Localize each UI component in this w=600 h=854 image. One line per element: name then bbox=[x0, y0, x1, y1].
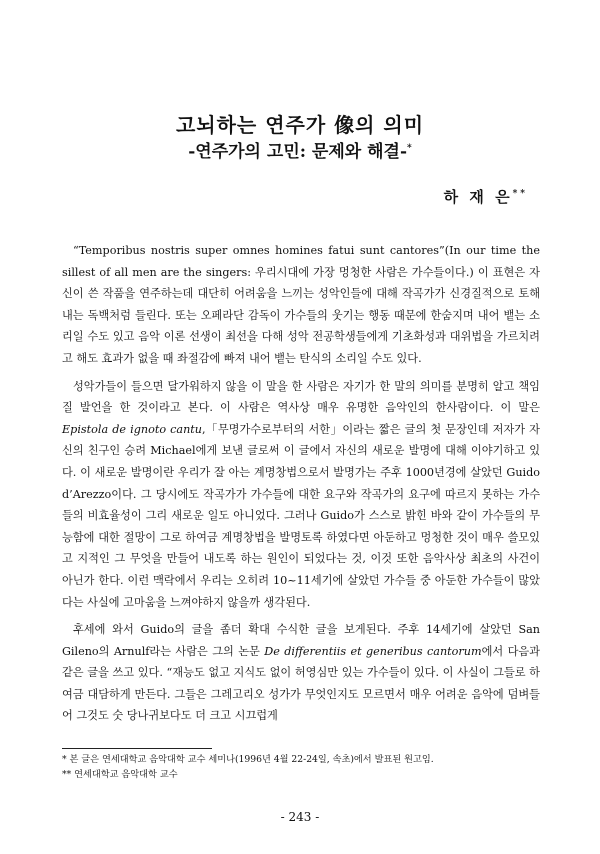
paragraph-1: “Temporibus nostris super omnes homines fatui sunt cantores”(In our time the sillest of all men are the singers: 우리시대에 가장 멍청한 사람은 가수들이다.) 이 표현은 자신이 쓴 작품을 연주하는데 대단히 어려움을 느끼는 성악인들에 대해 작곡가가 신경질적으로 토해내는 독백처럼 들린다. 또는 오페라단 감독이 가수들의 웃기는 행동 때문에 한숨지며 내어 뱉는 소리일 수도 있고 음악 이론 선생이 최선을 다해 성악 전공학생들에게 기초화성과 대위법을 가르치려고 해도 효과가 없을 때 좌절감에 빠져 내어 뱉는 탄식의 소리일 수도 있다. bbox=[62, 244, 540, 365]
paragraph-3-part-a: 후세에 와서 Guido의 글을 좀더 확대 수식한 글을 보게된다. 주후 14세기에 살았던 San Gileno의 Arnulf라는 사람은 그의 논문 bbox=[62, 623, 540, 658]
paper-title: 고뇌하는 연주가 像의 의미 bbox=[175, 113, 425, 137]
author-footnote-mark: ** bbox=[512, 189, 528, 199]
author-text: 하 재 은 bbox=[443, 188, 513, 206]
footnote-2: ** 연세대학교 음악대학 교수 bbox=[62, 769, 178, 780]
paragraph-3-title-italic: De differentiis et generibus cantorum bbox=[264, 644, 482, 658]
page-number: - 243 - bbox=[280, 810, 320, 824]
paragraph-2-part-a: 성악가들이 들으면 달가워하지 않을 이 말을 한 사람은 자기가 한 말의 의미를 분명히 알고 책임질 발언을 한 것이라고 본다. 이 사람은 역사상 매우 유명한 음악인의 한사람이다. 이 말은 bbox=[62, 379, 540, 415]
subtitle-footnote-mark: * bbox=[407, 143, 412, 154]
title-block bbox=[0, 112, 600, 163]
paper-subtitle bbox=[0, 141, 600, 163]
author-name bbox=[444, 186, 528, 207]
paragraph-2-title-italic: Epistola de ignoto cantu bbox=[62, 422, 203, 436]
paragraph-2 bbox=[62, 376, 540, 614]
paragraph-3 bbox=[62, 619, 540, 727]
footnote-1: * 본 글은 연세대학교 음악대학 교수 세미나(1996년 4월 22-24일, 속초)에서 발표된 원고임. bbox=[62, 754, 434, 765]
paragraph-2-part-b: ,「무명가수로부터의 서한」이라는 짧은 글의 첫 문장인데 저자가 자신의 친구인 승려 Michael에게 보낸 글로써 이 글에서 자신의 새로운 발명에 대해 이야기하고 있다. 이 새로운 발명이란 우리가 잘 아는 계명창법으로서 발명가는 주후 1000년경에 살았던 Guido d’Arezzo이다. 그 당시에도 작곡가가 가수들에 대한 요구와 작곡가의 요구에 따르지 못하는 가수들의 비효율성이 그리 새로운 일도 아니었다. 그러나 Guido가 스스로 밝힌 바와 같이 가수들의 무능함에 대한 절망이 그로 하여금 계명창법을 발명토록 하였다면 아둔하고 멍청한 것이 매우 쓸모있고 지적인 그 무엇을 만들어 내도록 하는 원인이 되었다는 것, 이것 또한 음악사상 최초의 사건이 아닌가 한다. 이런 맥락에서 우리는 오히려 10~11세기에 살았던 가수들 중 아둔한 가수들이 많았다는 사실에 고마움을 느껴야하지 않을까 생각된다. bbox=[62, 422, 540, 609]
footnote-divider bbox=[62, 748, 212, 749]
footnotes bbox=[62, 752, 540, 782]
paragraph-3-part-b: 에서 다음과 같은 글을 쓰고 있다. “재능도 없고 지식도 없이 허영심만 있는 가수들이 있다. 이 사실이 그들로 하여금 대담하게 만든다. 그들은 그레고리오 성가가 무엇인지도 모르면서 매우 어려운 음악에 덤벼들어 그것도 숫 당나귀보다도 더 크고 시끄럽게 bbox=[62, 644, 540, 723]
body-text bbox=[62, 240, 540, 733]
subtitle-text: -연주가의 고민: 문제와 해결- bbox=[188, 142, 408, 162]
